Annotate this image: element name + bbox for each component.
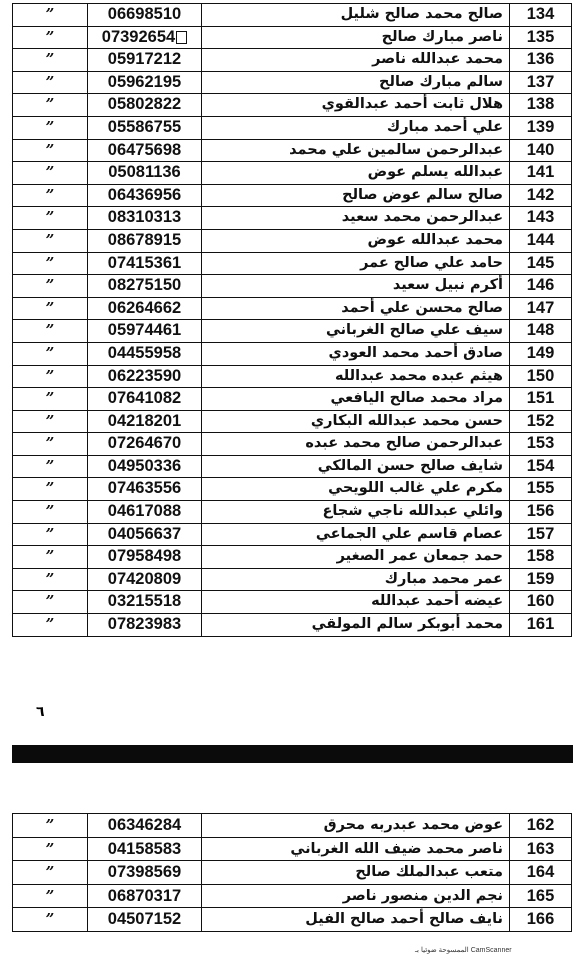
name-cell: سيف علي صالح الغرباني — [202, 320, 510, 343]
number-cell: 149 — [510, 342, 572, 365]
phone-cell: 05962195 — [88, 71, 202, 94]
mark-cell: ” — [13, 184, 88, 207]
phone-cell: 04218201 — [88, 410, 202, 433]
phone-cell: 08275150 — [88, 275, 202, 298]
number-cell: 160 — [510, 591, 572, 614]
name-cell: أكرم نبيل سعيد — [202, 275, 510, 298]
number-cell: 166 — [510, 908, 572, 932]
mark-cell: ” — [13, 908, 88, 932]
name-cell: صالح سالم عوض صالح — [202, 184, 510, 207]
phone-cell: 04455958 — [88, 342, 202, 365]
phone-cell: 05917212 — [88, 49, 202, 72]
number-cell: 162 — [510, 814, 572, 838]
table-row — [13, 342, 572, 365]
number-cell: 140 — [510, 139, 572, 162]
phone-cell: 07641082 — [88, 388, 202, 411]
name-cell: عبدالرحمن سالمين علي محمد — [202, 139, 510, 162]
table-row — [13, 591, 572, 614]
mark-cell: ” — [13, 275, 88, 298]
names-table-1 — [12, 3, 572, 637]
mark-cell: ” — [13, 568, 88, 591]
name-cell: هلال ثابت أحمد عبدالقوي — [202, 94, 510, 117]
table-row — [13, 478, 572, 501]
phone-cell: 07420809 — [88, 568, 202, 591]
number-cell: 141 — [510, 162, 572, 185]
mark-cell: ” — [13, 861, 88, 885]
phone-cell: 07463556 — [88, 478, 202, 501]
number-cell: 152 — [510, 410, 572, 433]
table-row — [13, 139, 572, 162]
name-cell: حمد جمعان عمر الصغير — [202, 546, 510, 569]
name-cell: صالح محمد صالح شليل — [202, 4, 510, 27]
number-cell: 138 — [510, 94, 572, 117]
number-cell: 135 — [510, 26, 572, 49]
name-cell: عيضه أحمد عبدالله — [202, 591, 510, 614]
phone-cell: 05081136 — [88, 162, 202, 185]
table-row — [13, 614, 572, 637]
name-cell: محمد عبدالله ناصر — [202, 49, 510, 72]
name-cell: ناصر مبارك صالح — [202, 26, 510, 49]
table-row — [13, 162, 572, 185]
name-cell: عبدالرحمن صالح محمد عبده — [202, 433, 510, 456]
mark-cell: ” — [13, 478, 88, 501]
mark-cell: ” — [13, 207, 88, 230]
table-row — [13, 837, 572, 861]
table-row — [13, 884, 572, 908]
phone-cell: 08678915 — [88, 229, 202, 252]
mark-cell: ” — [13, 614, 88, 637]
table-row — [13, 184, 572, 207]
phone-cell: 07264670 — [88, 433, 202, 456]
name-cell: صادق أحمد محمد العودي — [202, 342, 510, 365]
phone-cell: 07415361 — [88, 252, 202, 275]
name-cell: عبدالله يسلم عوض — [202, 162, 510, 185]
name-cell: وائلي عبدالله ناجي شجاع — [202, 501, 510, 524]
mark-cell: ” — [13, 388, 88, 411]
table-row — [13, 71, 572, 94]
mark-cell: ” — [13, 116, 88, 139]
mark-cell: ” — [13, 71, 88, 94]
scanner-footer: CamScanner الممسوحة ضوئيا بـ — [415, 947, 512, 954]
number-cell: 164 — [510, 861, 572, 885]
phone-cell: 05586755 — [88, 116, 202, 139]
name-cell: عبدالرحمن محمد سعيد — [202, 207, 510, 230]
phone-cell: 06264662 — [88, 297, 202, 320]
name-cell: محمد أبوبكر سالم المولقي — [202, 614, 510, 637]
mark-cell: ” — [13, 229, 88, 252]
name-cell: حامد علي صالح عمر — [202, 252, 510, 275]
table-row — [13, 546, 572, 569]
phone-cell: 06436956 — [88, 184, 202, 207]
mark-cell: ” — [13, 320, 88, 343]
number-cell: 158 — [510, 546, 572, 569]
table-row — [13, 116, 572, 139]
phone-cell: 06475698 — [88, 139, 202, 162]
number-cell: 157 — [510, 523, 572, 546]
mark-cell: ” — [13, 455, 88, 478]
phone-cell: 06698510 — [88, 4, 202, 27]
table-row — [13, 523, 572, 546]
checkbox-mark-icon — [176, 31, 187, 44]
phone-cell: 04950336 — [88, 455, 202, 478]
phone-cell: 07958498 — [88, 546, 202, 569]
page-number: ٦ — [36, 704, 45, 720]
phone-cell: 03215518 — [88, 591, 202, 614]
table-row — [13, 433, 572, 456]
table-row — [13, 26, 572, 49]
name-cell: صالح محسن علي أحمد — [202, 297, 510, 320]
number-cell: 143 — [510, 207, 572, 230]
name-cell: سالم مبارك صالح — [202, 71, 510, 94]
table-row — [13, 49, 572, 72]
phone-cell: 07392654 — [88, 26, 202, 49]
number-cell: 137 — [510, 71, 572, 94]
table-row — [13, 252, 572, 275]
number-cell: 147 — [510, 297, 572, 320]
table-row — [13, 207, 572, 230]
number-cell: 146 — [510, 275, 572, 298]
mark-cell: ” — [13, 4, 88, 27]
mark-cell: ” — [13, 433, 88, 456]
name-cell: شايف صالح حسن المالكي — [202, 455, 510, 478]
number-cell: 150 — [510, 365, 572, 388]
mark-cell: ” — [13, 546, 88, 569]
mark-cell: ” — [13, 501, 88, 524]
phone-cell: 04056637 — [88, 523, 202, 546]
table-row — [13, 4, 572, 27]
number-cell: 148 — [510, 320, 572, 343]
mark-cell: ” — [13, 591, 88, 614]
name-cell: حسن محمد عبدالله البكاري — [202, 410, 510, 433]
phone-cell: 05974461 — [88, 320, 202, 343]
mark-cell: ” — [13, 49, 88, 72]
table-row — [13, 861, 572, 885]
number-cell: 145 — [510, 252, 572, 275]
name-cell: علي أحمد مبارك — [202, 116, 510, 139]
table-row — [13, 410, 572, 433]
name-cell: محمد عبدالله عوض — [202, 229, 510, 252]
phone-cell: 08310313 — [88, 207, 202, 230]
number-cell: 163 — [510, 837, 572, 861]
name-cell: عوض محمد عبدربه محرق — [202, 814, 510, 838]
mark-cell: ” — [13, 26, 88, 49]
table-row — [13, 229, 572, 252]
name-cell: هيثم عبده محمد عبدالله — [202, 365, 510, 388]
number-cell: 153 — [510, 433, 572, 456]
table-row — [13, 94, 572, 117]
number-cell: 144 — [510, 229, 572, 252]
names-table-2 — [12, 813, 572, 932]
mark-cell: ” — [13, 410, 88, 433]
phone-cell: 05802822 — [88, 94, 202, 117]
phone-cell: 06870317 — [88, 884, 202, 908]
phone-cell: 07823983 — [88, 614, 202, 637]
number-cell: 155 — [510, 478, 572, 501]
table-row — [13, 275, 572, 298]
page-divider — [12, 745, 573, 763]
number-cell: 134 — [510, 4, 572, 27]
number-cell: 161 — [510, 614, 572, 637]
number-cell: 142 — [510, 184, 572, 207]
table-row — [13, 320, 572, 343]
table-row — [13, 501, 572, 524]
number-cell: 165 — [510, 884, 572, 908]
phone-cell: 04507152 — [88, 908, 202, 932]
table-row — [13, 568, 572, 591]
mark-cell: ” — [13, 365, 88, 388]
number-cell: 159 — [510, 568, 572, 591]
table-row — [13, 365, 572, 388]
number-cell: 139 — [510, 116, 572, 139]
mark-cell: ” — [13, 162, 88, 185]
mark-cell: ” — [13, 884, 88, 908]
name-cell: نجم الدين منصور ناصر — [202, 884, 510, 908]
phone-cell: 06346284 — [88, 814, 202, 838]
table-row — [13, 455, 572, 478]
phone-cell: 04158583 — [88, 837, 202, 861]
phone-cell: 04617088 — [88, 501, 202, 524]
phone-cell: 07398569 — [88, 861, 202, 885]
mark-cell: ” — [13, 814, 88, 838]
phone-cell: 06223590 — [88, 365, 202, 388]
name-cell: نايف صالح أحمد صالح الفيل — [202, 908, 510, 932]
name-cell: عمر محمد مبارك — [202, 568, 510, 591]
name-cell: مراد محمد صالح اليافعي — [202, 388, 510, 411]
mark-cell: ” — [13, 94, 88, 117]
number-cell: 156 — [510, 501, 572, 524]
mark-cell: ” — [13, 837, 88, 861]
mark-cell: ” — [13, 297, 88, 320]
table-row — [13, 908, 572, 932]
name-cell: مكرم علي غالب اللويحي — [202, 478, 510, 501]
number-cell: 136 — [510, 49, 572, 72]
name-cell: ناصر محمد ضيف الله الغرباني — [202, 837, 510, 861]
number-cell: 154 — [510, 455, 572, 478]
table-row — [13, 814, 572, 838]
mark-cell: ” — [13, 139, 88, 162]
table-row — [13, 297, 572, 320]
mark-cell: ” — [13, 252, 88, 275]
number-cell: 151 — [510, 388, 572, 411]
name-cell: عصام قاسم علي الجماعي — [202, 523, 510, 546]
mark-cell: ” — [13, 342, 88, 365]
table-row — [13, 388, 572, 411]
name-cell: متعب عبدالملك صالح — [202, 861, 510, 885]
mark-cell: ” — [13, 523, 88, 546]
